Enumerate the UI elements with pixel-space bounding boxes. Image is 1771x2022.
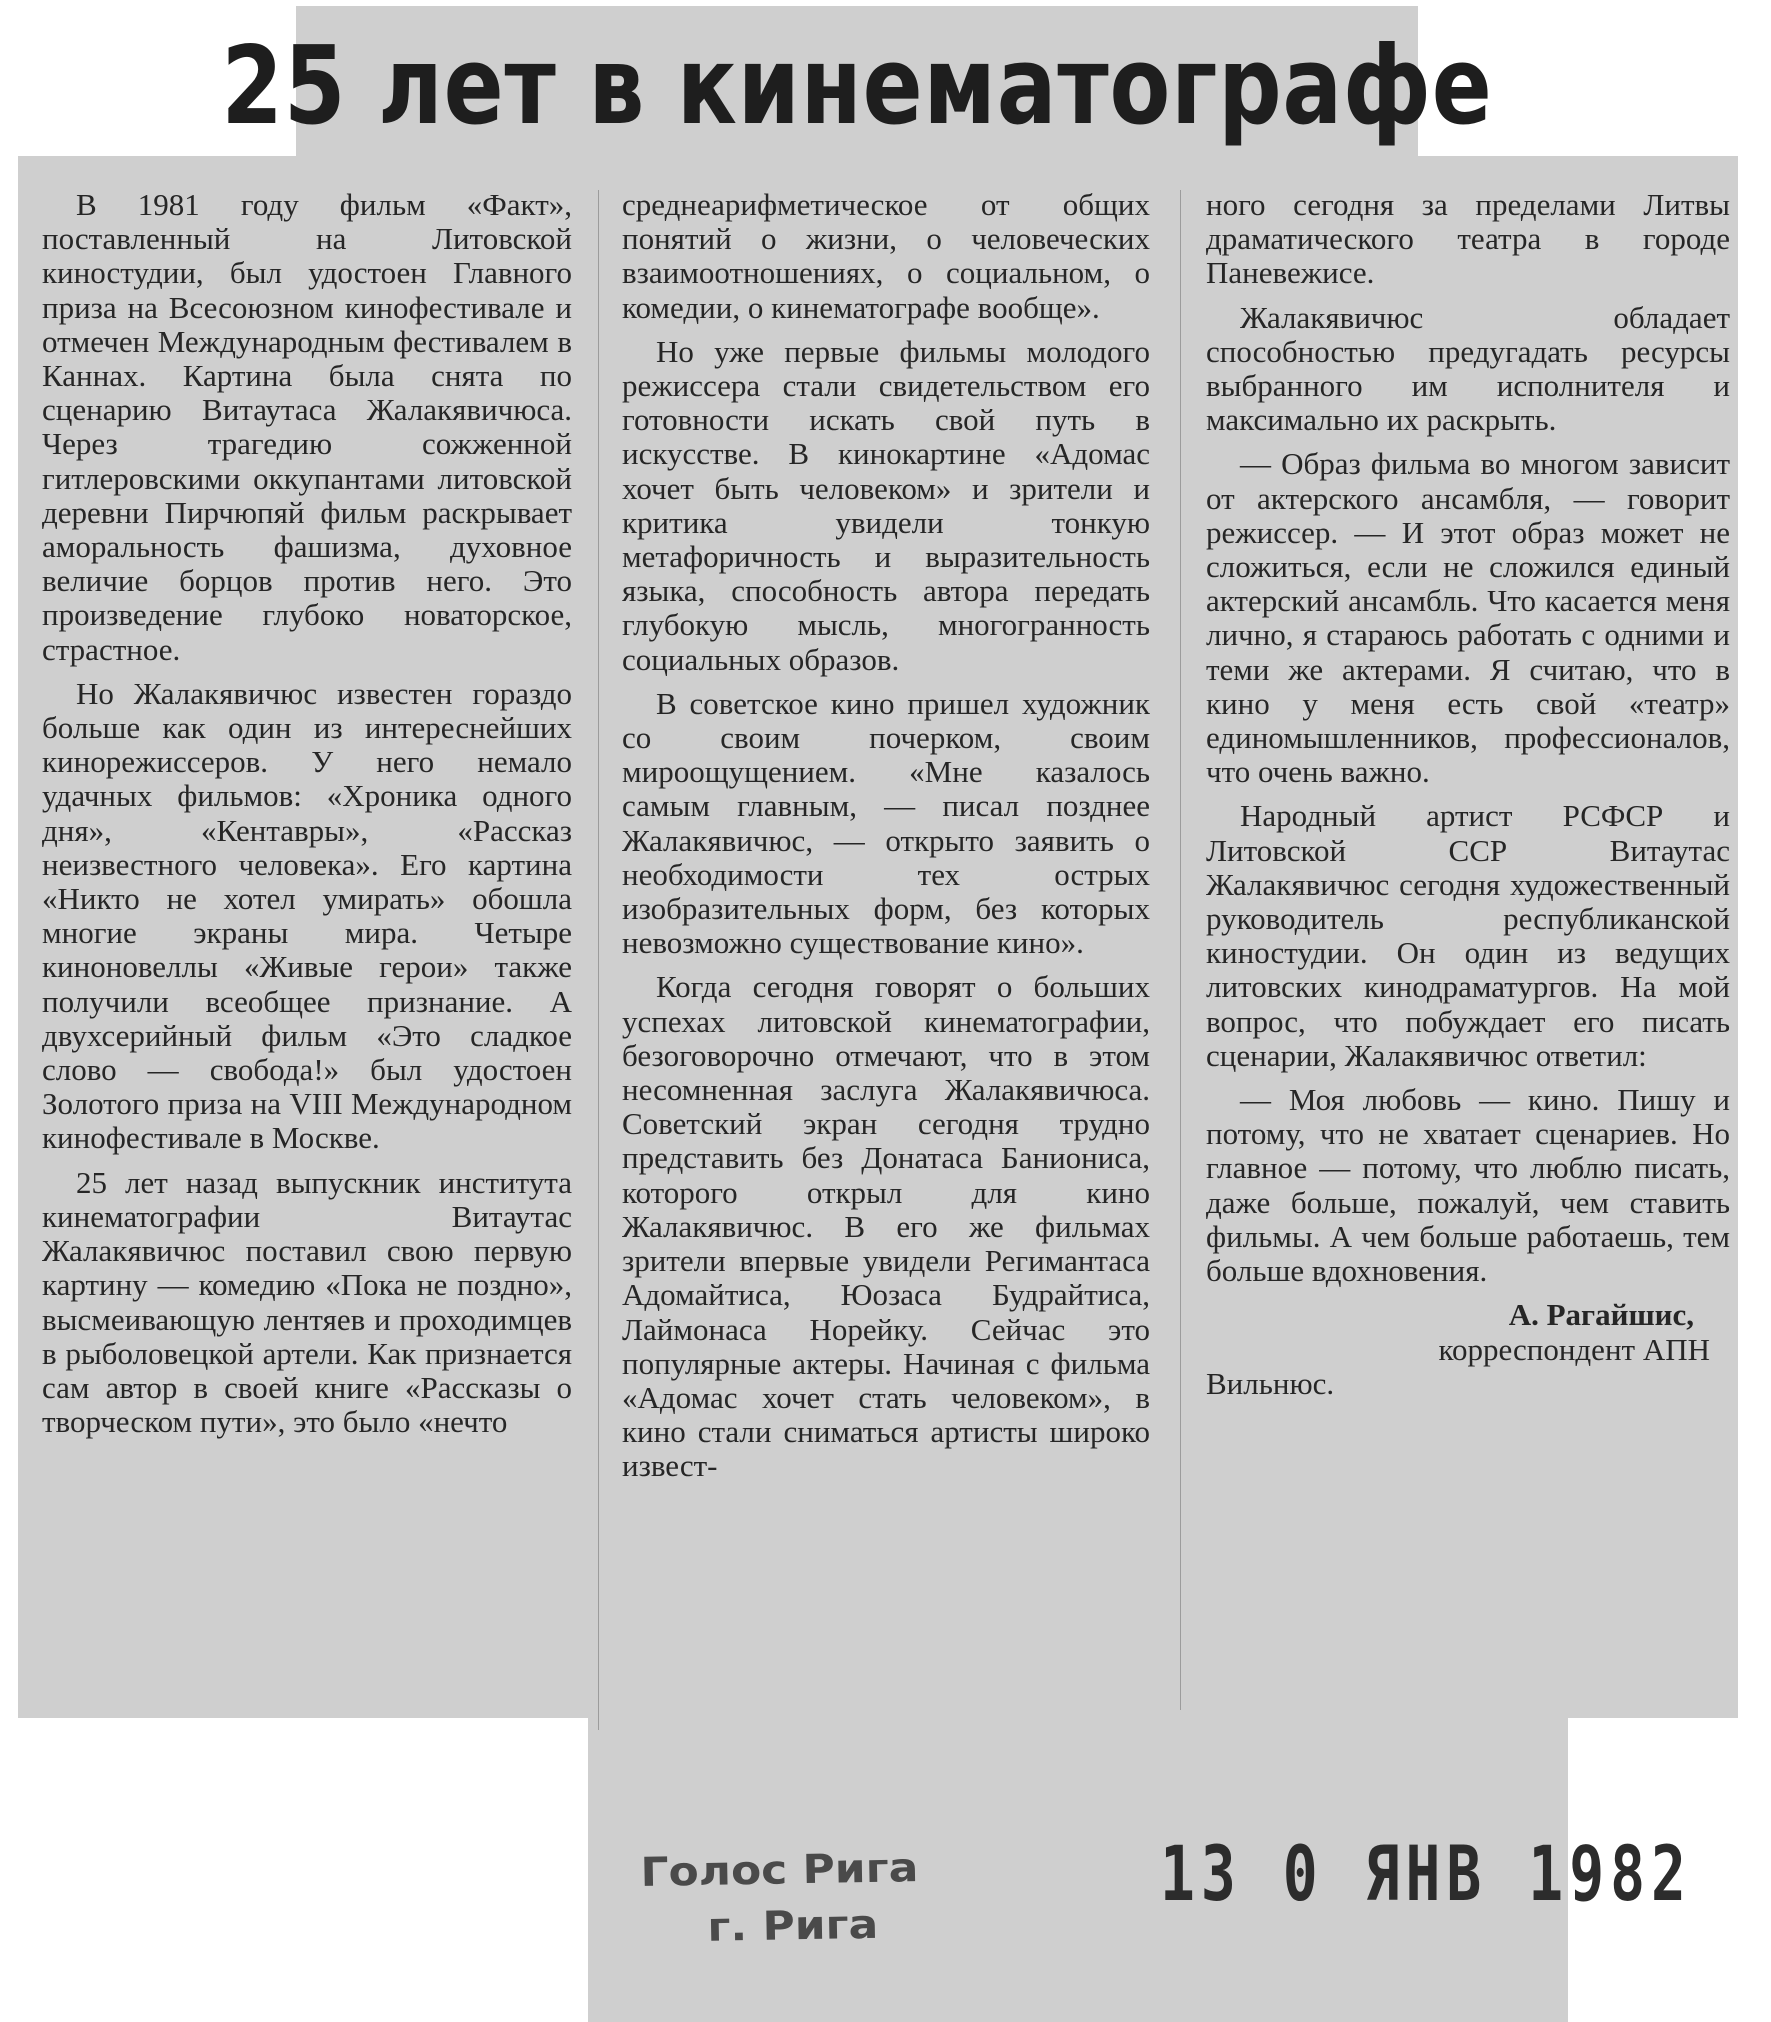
article-column-2 — [622, 188, 1150, 1494]
paragraph: ного сегодня за пределами Литвы драматического театра в городе Паневежисе. — [1206, 187, 1730, 291]
newspaper-stamp-city: г. Рига — [707, 1901, 879, 1951]
paragraph: — Образ фильма во многом зависит от актерского ансамбля, — говорит режиссер. — И этот образ может не сложиться, если не сложился единый актерский ансамбль. Что касается меня лично, я стараюсь работать с одними и теми же актерами. Я считаю, что в кино у меня есть свой «театр» единомышленников, профессионалов, что очень важно. — [1206, 446, 1730, 790]
dateline-place: Вильнюс. — [1206, 1365, 1335, 1401]
paragraph: 25 лет назад выпускник института кинематографии Витаутас Жалакявичюс поставил свою первую картину — комедию «Пока не поздно», высмеивающую лентяев и проходимцев в рыболовецкой артели. Как признается сам автор в своей книге «Рассказы о творческом пути», это было «нечто — [42, 1164, 572, 1440]
paragraph: среднеарифметическое от общих понятий о жизни, о человеческих взаимоотношениях, о социальном, о комедии, о кинематографе вообще». — [622, 187, 1150, 325]
date-stamp: 13 0 ЯНВ 1982 — [1160, 1830, 1692, 1919]
newspaper-stamp-name: Голос Рига — [640, 1845, 919, 1896]
paragraph: Но Жалакявичюс известен гораздо больше как один из интереснейших кинорежиссеров. У него немало удачных фильмов: «Хроника одного дня», «Кентавры», «Рассказ неизвестного человека». Его картина «Никто не хотел умирать» обошла многие экраны мира. Четыре киноновеллы «Живые герои» также получили всеобщее признание. А двухсерийный фильм «Это сладкое слово — свобода!» был удостоен Золотого приза на VIII Международном кинофестивале в Москве. — [42, 675, 572, 1156]
author-signature: А. Рагайшис, — [1508, 1297, 1694, 1333]
paragraph: Жалакявичюс обладает способностью предугадать ресурсы выбранного им исполнителя и максимально их раскрыть. — [1206, 299, 1730, 438]
paragraph: Когда сегодня говорят о больших успехах литовской кинематографии, безоговорочно отмечают, что в этом несомненная заслуга Жалакявичюса. Советский экран сегодня трудно представить без Донатаса Баниониса, которого открыл для кино Жалакявичюс. В его же фильмах зрители впервые увидели Регимантаса Адомайтиса, Юозаса Будрайтиса, Лаймонаса Норейку. Сейчас это популярные актеры. Начиная с фильма «Адомас хочет стать человеком», в кино стали сниматься артисты широко извест- — [622, 969, 1150, 1484]
article-column-3 — [1206, 188, 1730, 1401]
article-column-1 — [42, 188, 572, 1449]
newspaper-stamp — [640, 1840, 920, 1957]
column-divider — [1180, 190, 1181, 1710]
author-position: корреспондент АПН — [1438, 1331, 1710, 1367]
column-divider — [598, 190, 599, 1730]
paragraph: В советское кино пришел художник со своим почерком, своим мироощущением. «Мне казалось самым главным, — писал позднее Жалакявичюс, — открыто заявить о необходимости тех острых изобразительных форм, без которых невозможно существование кино». — [622, 685, 1150, 961]
paragraph: В 1981 году фильм «Факт», поставленный на Литовской киностудии, был удостоен Главного приза на Всесоюзном кинофестивале и отмечен Международным фестивалем в Каннах. Картина была снята по сценарию Витаутаса Жалакявичюса. Через трагедию сожженной гитлеровскими оккупантами литовской деревни Пирчюпяй фильм раскрывает аморальность фашизма, духовное величие борцов против него. Это произведение глубоко новаторское, страстное. — [42, 187, 572, 667]
paragraph: Народный артист РСФСР и Литовской ССР Витаутас Жалакявичюс сегодня художественный руководитель республиканской киностудии. Он один из ведущих литовских кинодраматургов. На мой вопрос, что побуждает его писать сценарии, Жалакявичюс ответил: — [1206, 798, 1730, 1073]
paragraph: Но уже первые фильмы молодого режиссера стали свидетельством его готовности искать свой путь в искусстве. В кинокартине «Адомас хочет быть человеком» и зрители и критика увидели тонкую метафоричность и выразительность языка, способность автора передать глубокую мысль, многогранность социальных образов. — [622, 333, 1150, 677]
paragraph: — Моя любовь — кино. Пишу и потому, что не хватает сценариев. Но главное — потому, что люблю писать, даже больше, пожалуй, чем ставить фильмы. А чем больше работаешь, тем больше вдохновения. — [1206, 1082, 1730, 1289]
headline: 25 лет в кинематографе — [221, 23, 1493, 149]
